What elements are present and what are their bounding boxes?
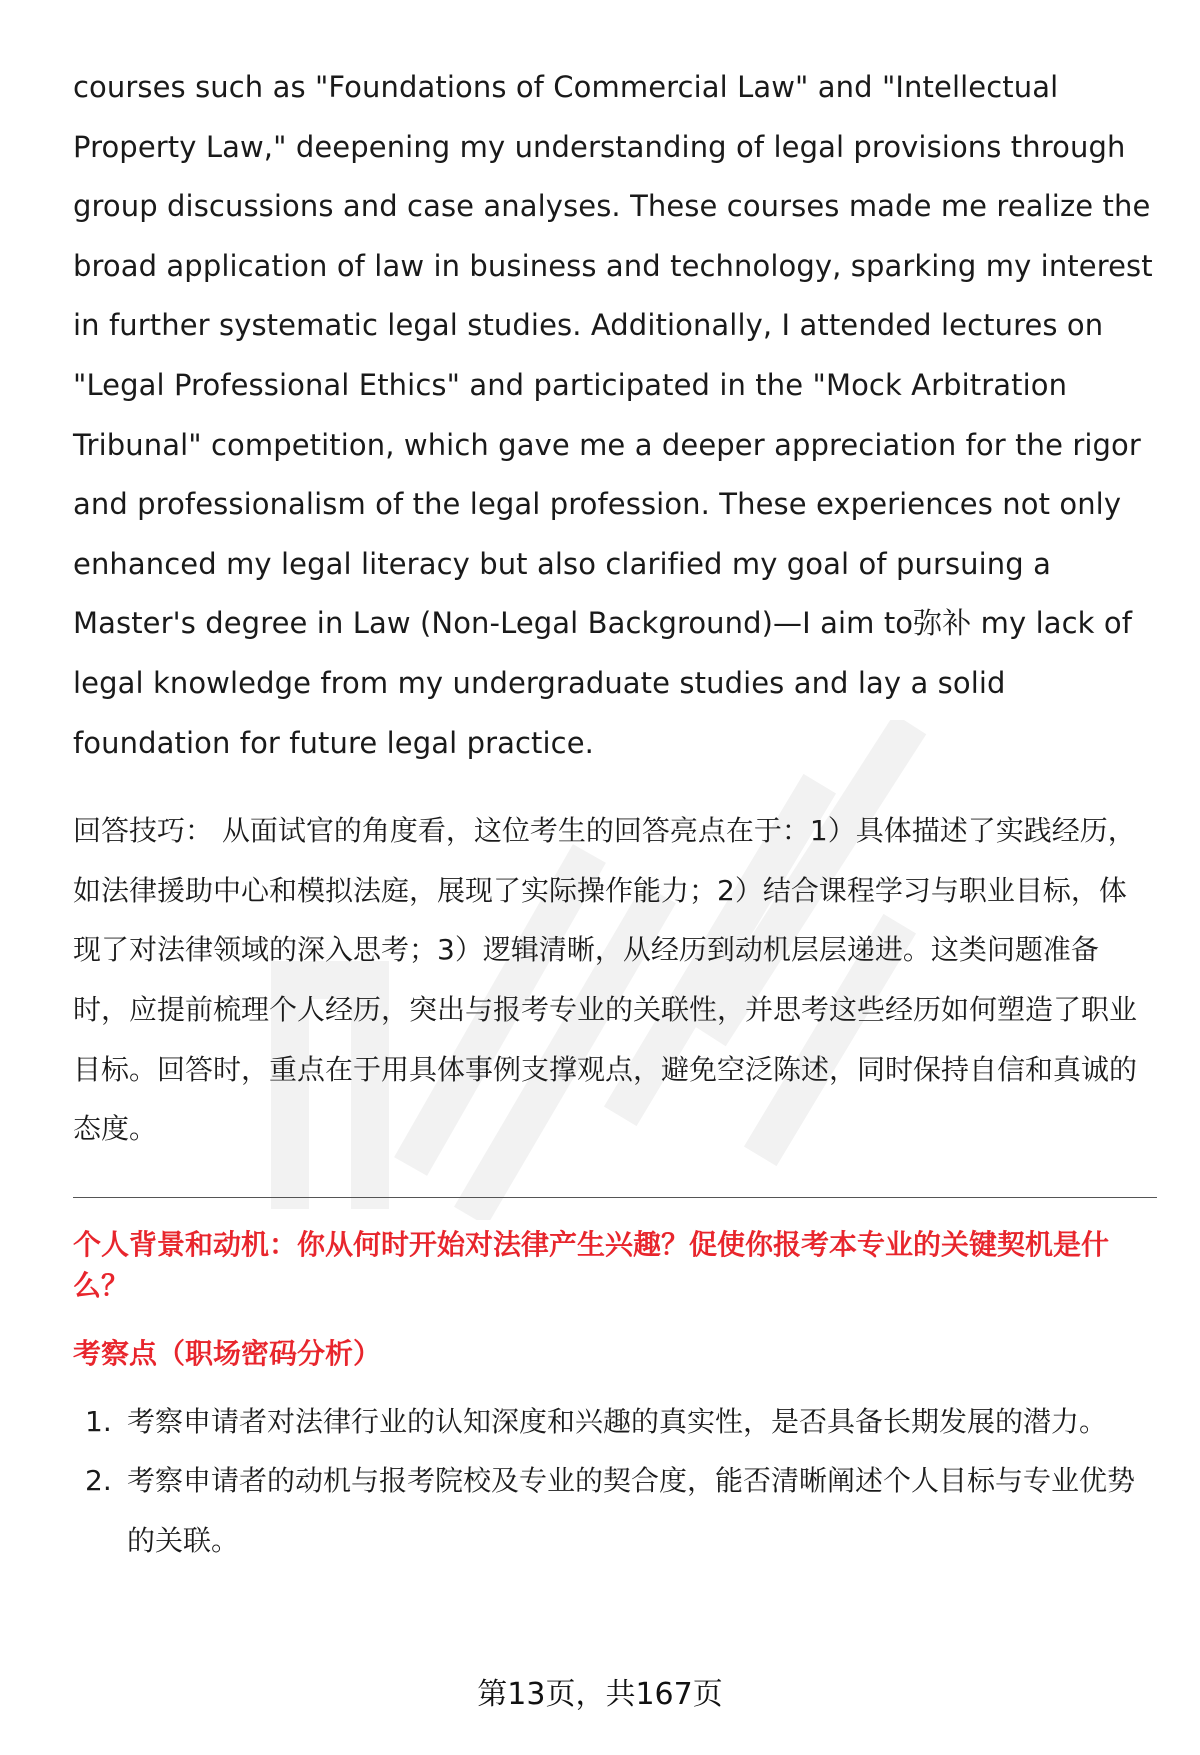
list-item: [73, 1451, 1153, 1570]
page-number-footer: 第13页，共167页: [477, 1677, 723, 1712]
answer-tip: 回答技巧： 从面试官的角度看，这位考生的回答亮点在于：1）具体描述了实践经历，如法律援助中心和模拟法庭，展现了实际操作能力；2）结合课程学习与职业目标，体现了对法律领域的深入思考；3）逻辑清晰，从经历到动机层层递进。这类问题准备时，应提前梳理个人经历，突出与报考专业的关联性，并思考这些经历如何塑造了职业目标。回答时，重点在于用具体事例支撑观点，避免空泛陈述，同时保持自信和真诚的态度。: [73, 814, 1138, 1146]
assessment-points-list: [73, 1392, 1153, 1571]
question-heading: 个人背景和动机：你从何时开始对法律产生兴趣？促使你报考本专业的关键契机是什么？: [73, 1227, 1110, 1302]
body-paragraph: courses such as "Foundations of Commercial Law" and "Intellectual Property Law," deepening my understanding of legal provisions through group discussions and case analyses. These courses made me realize the broad application of law in business and technology, sparking my interest in further systematic legal studies. Additionally, I attended lectures on "Legal Professional Ethics" and participated in the "Mock Arbitration Tribunal" competition, which gave me a deeper appreciation for the rigor and professionalism of the legal profession. These experiences not only enhanced my legal literacy but also clarified my goal of pursuing a Master's degree in Law (Non-Legal Background)—I aim to弥补 my lack of legal knowledge from my undergraduate studies and lay a solid foundation for future legal practice.: [73, 70, 1153, 760]
page-content: [73, 58, 1153, 1570]
list-item-text: 考察申请者对法律行业的认知深度和兴趣的真实性，是否具备长期发展的潜力。: [127, 1404, 1108, 1438]
list-item-number: 1.: [85, 1404, 112, 1438]
list-item-number: 2.: [85, 1464, 112, 1498]
list-item: [73, 1392, 1153, 1452]
list-item-text: 考察申请者的动机与报考院校及专业的契合度，能否清晰阐述个人目标与专业优势的关联。: [127, 1464, 1136, 1557]
assessment-subheading: 考察点（职场密码分析）: [73, 1336, 382, 1370]
section-divider: [73, 1197, 1157, 1198]
